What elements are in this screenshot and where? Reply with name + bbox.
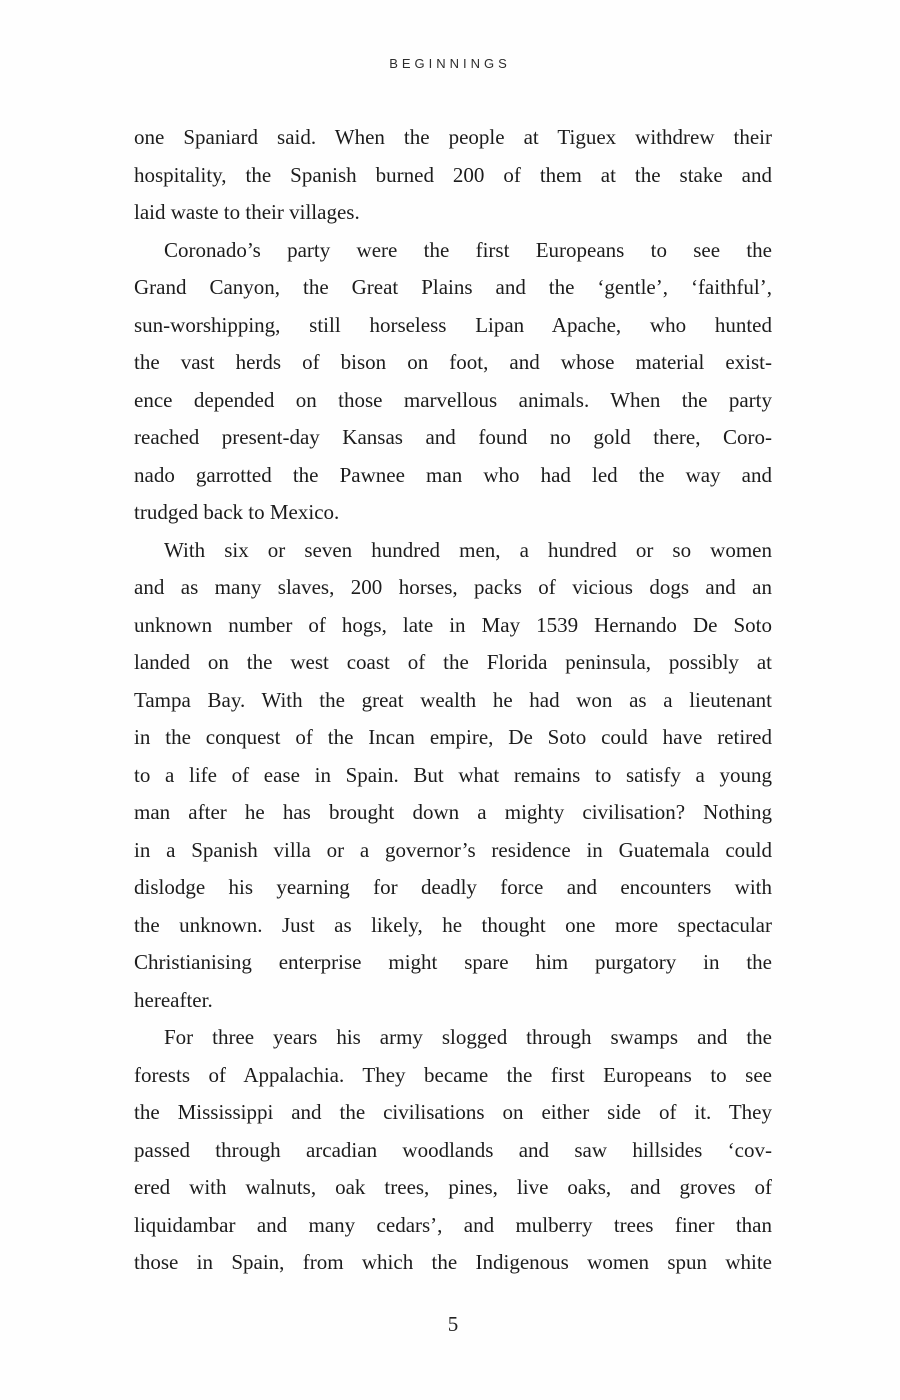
text-line: passed through arcadian woodlands and saw hillsides ‘cov- xyxy=(134,1137,772,1162)
text-line: Grand Canyon, the Great Plains and the ‘gentle’, ‘faithful’, xyxy=(134,275,772,299)
text-line: those in Spain, from which the Indigenous women spun white xyxy=(134,1250,772,1274)
text-line: Coronado’s party were the first Europeans to see the xyxy=(164,237,772,262)
text-line: reached present-day Kansas and found no gold there, Coro- xyxy=(134,425,772,449)
paragraph xyxy=(134,119,772,232)
text-line: the Mississippi and the civilisations on either side of it. They xyxy=(134,1100,772,1124)
text-line: landed on the west coast of the Florida peninsula, possibly at xyxy=(134,650,772,674)
text-line: forests of Appalachia. They became the first Europeans to see xyxy=(134,1062,772,1087)
text-line: in the conquest of the Incan empire, De Soto could have retired xyxy=(134,725,772,749)
text-line: For three years his army slogged through swamps and the xyxy=(164,1025,772,1049)
text-line: to a life of ease in Spain. But what remains to satisfy a young xyxy=(134,762,772,787)
text-line: laid waste to their villages. xyxy=(134,200,360,224)
text-line: the unknown. Just as likely, he thought one more spectacular xyxy=(134,912,772,937)
text-line: ered with walnuts, oak trees, pines, live oaks, and groves of xyxy=(134,1175,772,1199)
text-line: unknown number of hogs, late in May 1539 Hernando De Soto xyxy=(134,612,772,637)
text-line: Christianising enterprise might spare him purgatory in the xyxy=(134,950,772,974)
text-line: hospitality, the Spanish burned 200 of them at the stake and xyxy=(134,162,772,187)
running-head xyxy=(0,56,900,71)
text-line: nado garrotted the Pawnee man who had led the way and xyxy=(134,462,772,487)
paragraph xyxy=(134,532,772,1020)
text-line: the vast herds of bison on foot, and whose material exist- xyxy=(134,350,772,374)
text-line: liquidambar and many cedars’, and mulberry trees finer than xyxy=(134,1212,772,1237)
page-number: 5 xyxy=(447,1312,459,1336)
text-line: ence depended on those marvellous animals. When the party xyxy=(134,387,772,412)
text-line: man after he has brought down a mighty civilisation? Nothing xyxy=(134,800,772,824)
text-line: one Spaniard said. When the people at Tiguex withdrew their xyxy=(134,125,772,149)
text-line: Tampa Bay. With the great wealth he had won as a lieutenant xyxy=(134,687,772,712)
text-line: With six or seven hundred men, a hundred or so women xyxy=(164,537,772,562)
text-line: sun-worshipping, still horseless Lipan Apache, who hunted xyxy=(134,312,772,337)
paragraph xyxy=(134,232,772,532)
paragraph xyxy=(134,1019,772,1282)
text-line: dislodge his yearning for deadly force and encounters with xyxy=(134,875,772,899)
text-line: in a Spanish villa or a governor’s residence in Guatemala could xyxy=(134,837,772,862)
text-line: hereafter. xyxy=(134,987,213,1012)
chapter-title: BEGINNINGS xyxy=(389,56,511,71)
body-text xyxy=(134,119,772,1282)
text-line: trudged back to Mexico. xyxy=(134,500,340,524)
text-line: and as many slaves, 200 horses, packs of vicious dogs and an xyxy=(134,575,772,599)
